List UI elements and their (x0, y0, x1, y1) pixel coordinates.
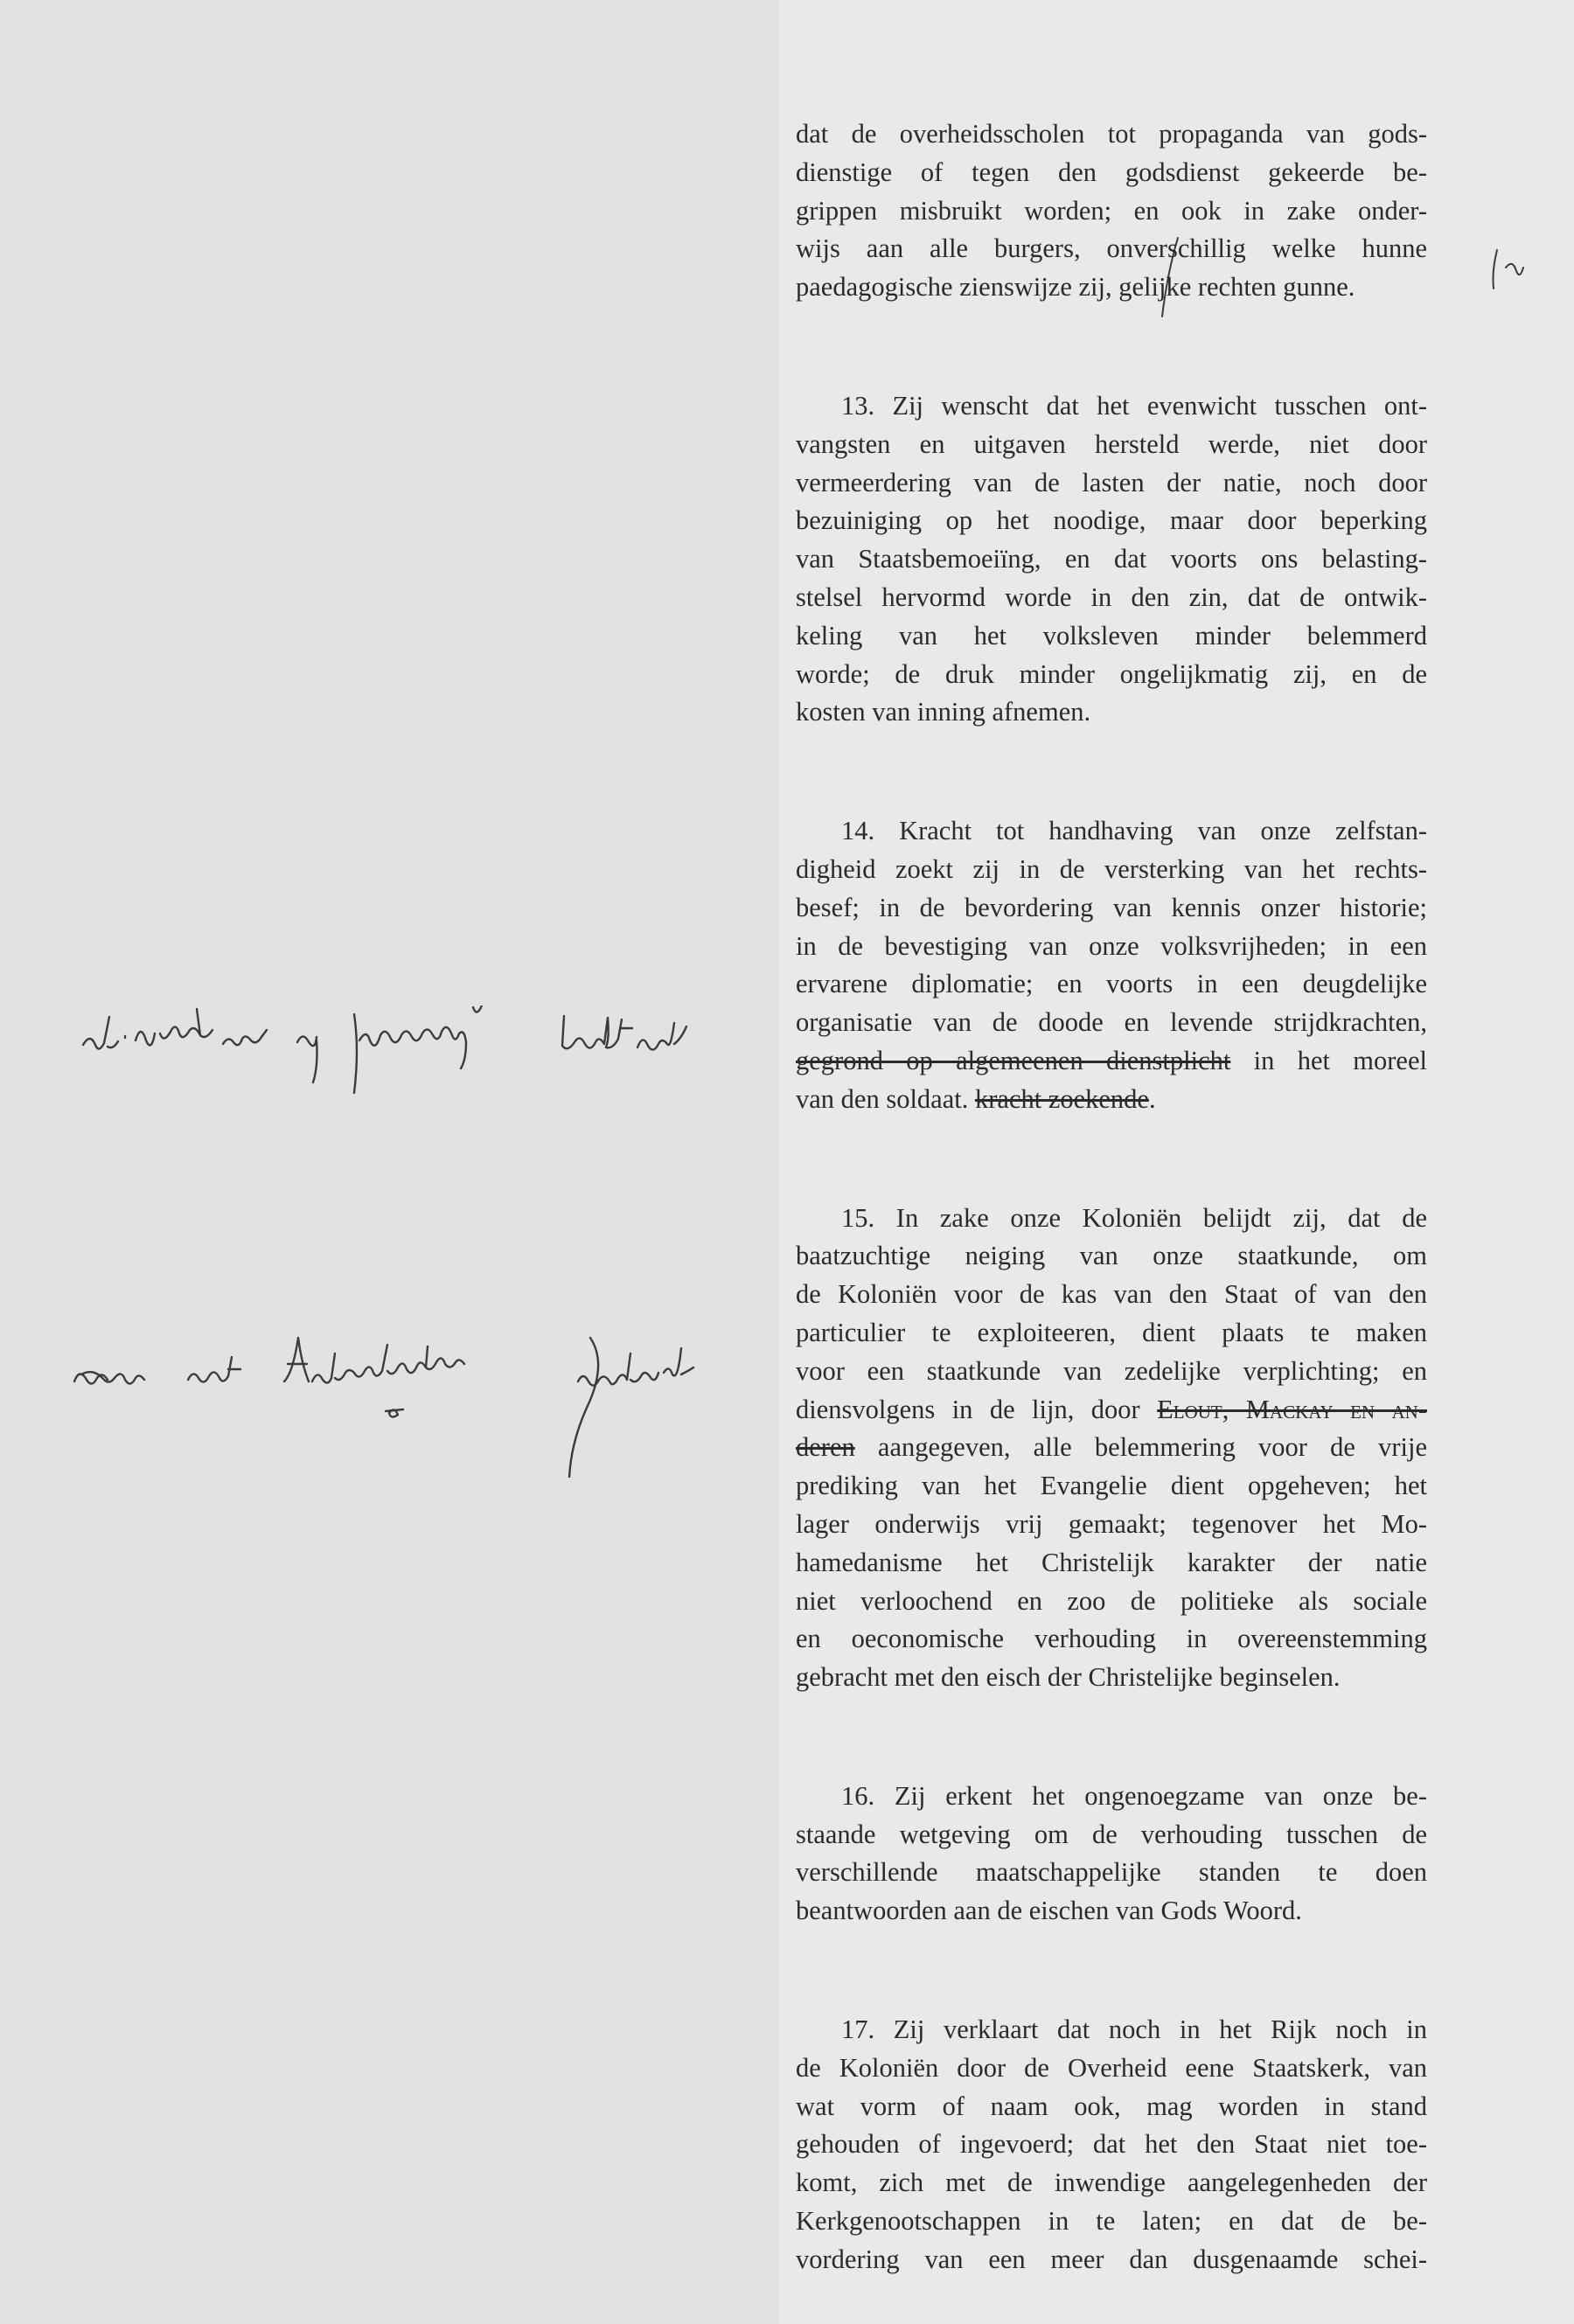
text-line: gehouden of ingevoerd; dat het den Staat niet toe- (796, 2129, 1427, 2160)
handwritten-margin-mark (1487, 245, 1539, 297)
text-line: besef; in de bevordering van kennis onzer historie; (796, 892, 1427, 922)
text-line: beantwoorden aan de eischen van Gods Woord. (796, 1896, 1302, 1926)
text-line: 17. Zij verklaart dat noch in het Rijk noch in (841, 2014, 1427, 2045)
text-line: lager onderwijs vrij gemaakt; tegenover het Mo- (796, 1508, 1427, 1539)
text-line: gebracht met den eisch der Christelijke beginselen. (796, 1662, 1341, 1693)
text-line: wijs aan alle burgers, onverschillig welke hunne (796, 233, 1427, 264)
text-line: digheid zoekt zij in de versterking van het rechts- (796, 853, 1427, 884)
text-line: 14. Kracht tot handhaving van onze zelfstan- (841, 816, 1427, 846)
text-line (796, 1429, 1427, 1467)
text-line: bezuiniging op het noodige, maar door beperking (796, 505, 1427, 536)
text-line (796, 1081, 1427, 1119)
left-page (0, 0, 778, 2324)
text-line: in de bevestiging van onze volksvrijheden; in een (796, 930, 1427, 961)
text-line: dienstige of tegen den godsdienst gekeerde be- (796, 157, 1427, 187)
text-line: worde; de druk minder ongelijkmatig zij, en de (796, 658, 1427, 689)
text-line: niet verloochend en zoo de politieke als sociale (796, 1585, 1427, 1616)
struck-text: kracht zoekende (974, 1083, 1149, 1114)
text-line: wat vorm of naam ook, mag worden in stand (796, 2091, 1427, 2121)
text-line: kosten van inning afnemen. (796, 697, 1091, 727)
handwritten-annotation-article-15 (66, 1329, 756, 1478)
text-line: verschillende maatschappelijke standen te doen (796, 1857, 1427, 1888)
text-line: dat de overheidsscholen tot propaganda van gods- (796, 119, 1427, 149)
text-fragment: in het moreel (1230, 1045, 1427, 1075)
text-line: keling van het volksleven minder belemmerd (796, 620, 1427, 651)
paragraph-16 (796, 1778, 1427, 1931)
text-line: vermeerdering van de lasten der natie, noch door (796, 467, 1427, 498)
text-line (796, 1391, 1427, 1430)
paragraph-15 (796, 1200, 1427, 1697)
paragraph-13 (796, 387, 1427, 732)
text-fragment: aangegeven, alle belemmering voor de vrije (854, 1432, 1427, 1463)
text-line (796, 1042, 1427, 1081)
text-line: baatzuchtige neiging van onze staatkunde, om (796, 1241, 1427, 1271)
text-line: organisatie van de doode en levende strijdkrachten, (796, 1007, 1427, 1038)
text-line: ervarene diplomatie; en voorts in een deugdelijke (796, 969, 1427, 999)
paragraph-17 (796, 2011, 1427, 2279)
text-line: 15. In zake onze Koloniën belijdt zij, dat de (841, 1202, 1427, 1233)
handwritten-annotation-article-14 (74, 1005, 765, 1102)
paragraph-14 (796, 812, 1427, 1118)
text-fragment: van den soldaat. (796, 1083, 969, 1114)
paragraph-12-continued (796, 115, 1427, 307)
text-line: de Koloniën voor de kas van den Staat of van den (796, 1279, 1427, 1310)
text-line: particulier te exploiteeren, dient plaats te maken (796, 1317, 1427, 1347)
text-line: paedagogische zienswijze zij, gelijke rechten gunne. (796, 272, 1355, 303)
text-fragment: . (1148, 1083, 1156, 1114)
struck-text: deren (796, 1432, 855, 1463)
text-line: 13. Zij wenscht dat het evenwicht tusschen ont- (841, 390, 1427, 421)
text-fragment: diensvolgens in de lijn, door (796, 1394, 1158, 1424)
page-fold (777, 0, 779, 2324)
text-line: grippen misbruikt worden; en ook in zake onder- (796, 195, 1427, 226)
struck-text: Elout, Mackay en an- (1157, 1394, 1427, 1424)
struck-text: gegrond op algemeenen dienstplicht (796, 1045, 1231, 1075)
text-line: staande wetgeving om de verhouding tusschen de (796, 1819, 1427, 1849)
text-line: vangsten en uitgaven hersteld werde, niet door (796, 428, 1427, 459)
text-line: prediking van het Evangelie dient opgeheven; het (796, 1471, 1427, 1501)
text-line: voor een staatkunde van zedelijke verplichting; en (796, 1355, 1427, 1386)
text-line: Kerkgenootschappen in te laten; en dat de be- (796, 2206, 1427, 2237)
text-line: en oeconomische verhouding in overeenstemming (796, 1624, 1427, 1654)
text-line: vordering van een meer dan dusgenaamde schei- (796, 2244, 1427, 2274)
text-line: van Staatsbemoeiïng, en dat voorts ons belasting- (796, 544, 1427, 574)
text-line: 16. Zij erkent het ongenoegzame van onze be- (841, 1780, 1427, 1811)
text-line: hamedanisme het Christelijk karakter der natie (796, 1547, 1427, 1577)
text-line: stelsel hervormd worde in den zin, dat de ontwik- (796, 581, 1427, 612)
text-line: komt, zich met de inwendige aangelegenheden der (796, 2167, 1427, 2198)
document-text-column (796, 115, 1427, 2279)
text-line: de Koloniën door de Overheid eene Staatskerk, van (796, 2052, 1427, 2083)
